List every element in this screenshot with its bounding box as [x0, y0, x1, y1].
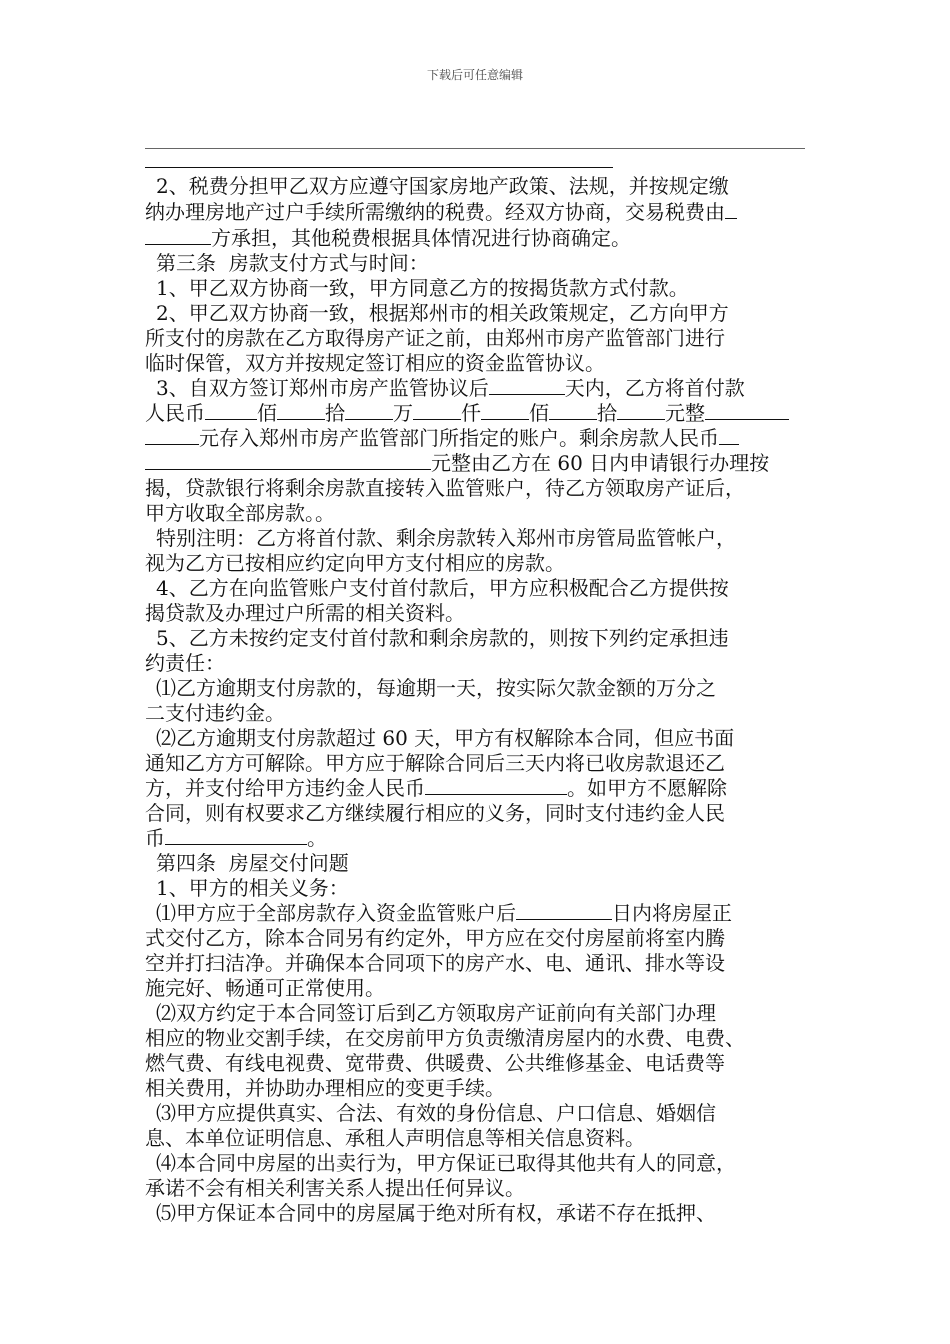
paragraph-line: 承诺不会有相关利害关系人提出任何异议。: [145, 1176, 525, 1200]
paragraph-line: 式交付乙方，除本合同另有约定外，甲方应在交付房屋前将室内腾: [145, 926, 725, 950]
paragraph-line: 1、甲方的相关义务：: [156, 876, 349, 900]
paragraph-line: ⑸甲方保证本合同中的房屋属于绝对所有权，承诺不存在抵押、: [156, 1201, 716, 1225]
paragraph-line: 息、本单位证明信息、承租人声明信息等相关信息资料。: [145, 1126, 645, 1150]
paragraph-line: 揭贷款及办理过户所需的相关资料。: [145, 601, 465, 625]
paragraph-line: ⑶甲方应提供真实、合法、有效的身份信息、户口信息、婚姻信: [156, 1101, 716, 1125]
section-heading: 第三条 房款支付方式与时间：: [156, 251, 429, 275]
paragraph-line: 通知乙方方可解除。甲方应于解除合同后三天内将已收房款退还乙: [145, 751, 725, 775]
paragraph-line: 3、自双方签订郑州市房产监管协议后 天内，乙方将首付款: [156, 376, 745, 400]
section-heading: 第四条 房屋交付问题: [156, 851, 349, 875]
paragraph-line: 临时保管，双方并按规定签订相应的资金监管协议。: [145, 351, 605, 375]
paragraph-line: 方承担，其他税费根据具体情况进行协商确定。: [145, 226, 631, 250]
paragraph-line: 5、乙方未按约定支付首付款和剩余房款的，则按下列约定承担违: [156, 626, 729, 650]
paragraph-line: 所支付的房款在乙方取得房产证之前，由郑州市房产监管部门进行: [145, 326, 725, 350]
paragraph-line: 元存入郑州市房产监管部门所指定的账户。剩余房款人民币: [145, 426, 739, 450]
paragraph-line: 方，并支付给甲方违约金人民币 。如甲方不愿解除: [145, 776, 727, 800]
paragraph-line: 币 。: [145, 826, 327, 850]
paragraph-line: 特别注明：乙方将首付款、剩余房款转入郑州市房管局监管帐户，: [156, 526, 736, 550]
paragraph-line: 燃气费、有线电视费、宽带费、供暖费、公共维修基金、电话费等: [145, 1051, 725, 1075]
paragraph-line: 1、甲乙双方协商一致，甲方同意乙方的按揭货款方式付款。: [156, 276, 689, 300]
paragraph-line: 甲方收取全部房款。。: [145, 501, 335, 525]
paragraph-line: 2、税费分担甲乙双方应遵守国家房地产政策、法规，并按规定缴: [156, 174, 729, 198]
paragraph-line: 视为乙方已按相应约定向甲方支付相应的房款。: [145, 551, 565, 575]
paragraph-line: ⑵乙方逾期支付房款超过 60 天，甲方有权解除本合同，但应书面: [156, 726, 735, 750]
paragraph-line: 约责任：: [145, 651, 225, 675]
paragraph-line: 元整由乙方在 60 日内申请银行办理按: [145, 451, 769, 475]
paragraph-line: ⑴甲方应于全部房款存入资金监管账户后 日内将房屋正: [156, 901, 732, 925]
paragraph-line: ⑷本合同中房屋的出卖行为，甲方保证已取得其他共有人的同意，: [156, 1151, 736, 1175]
blank-line: [145, 149, 613, 173]
paragraph-line: 揭，贷款银行将剩余房款直接转入监管账户，待乙方领取房产证后，: [145, 476, 745, 500]
paragraph-line: ⑵双方约定于本合同签订后到乙方领取房产证前向有关部门办理: [156, 1001, 716, 1025]
paragraph-line: 人民币 佰 拾 万 仟 佰 拾 元整: [145, 401, 789, 425]
paragraph-line: 纳办理房地产过户手续所需缴纳的税费。经双方协商，交易税费由: [145, 200, 737, 224]
page-header: 下载后可任意编辑: [426, 68, 523, 82]
paragraph-line: 二支付违约金。: [145, 701, 285, 725]
paragraph-line: 合同，则有权要求乙方继续履行相应的义务，同时支付违约金人民: [145, 801, 725, 825]
paragraph-line: 相关费用，并协助办理相应的变更手续。: [145, 1076, 505, 1100]
paragraph-line: 相应的物业交割手续，在交房前甲方负责缴清房屋内的水费、电费、: [145, 1026, 745, 1050]
paragraph-line: ⑴乙方逾期支付房款的，每逾期一天，按实际欠款金额的万分之: [156, 676, 716, 700]
paragraph-line: 4、乙方在向监管账户支付首付款后，甲方应积极配合乙方提供按: [156, 576, 729, 600]
paragraph-line: 空并打扫洁净。并确保本合同项下的房产水、电、通讯、排水等设: [145, 951, 725, 975]
paragraph-line: 2、甲乙双方协商一致，根据郑州市的相关政策规定，乙方向甲方: [156, 301, 729, 325]
paragraph-line: 施完好、畅通可正常使用。: [145, 976, 385, 1000]
